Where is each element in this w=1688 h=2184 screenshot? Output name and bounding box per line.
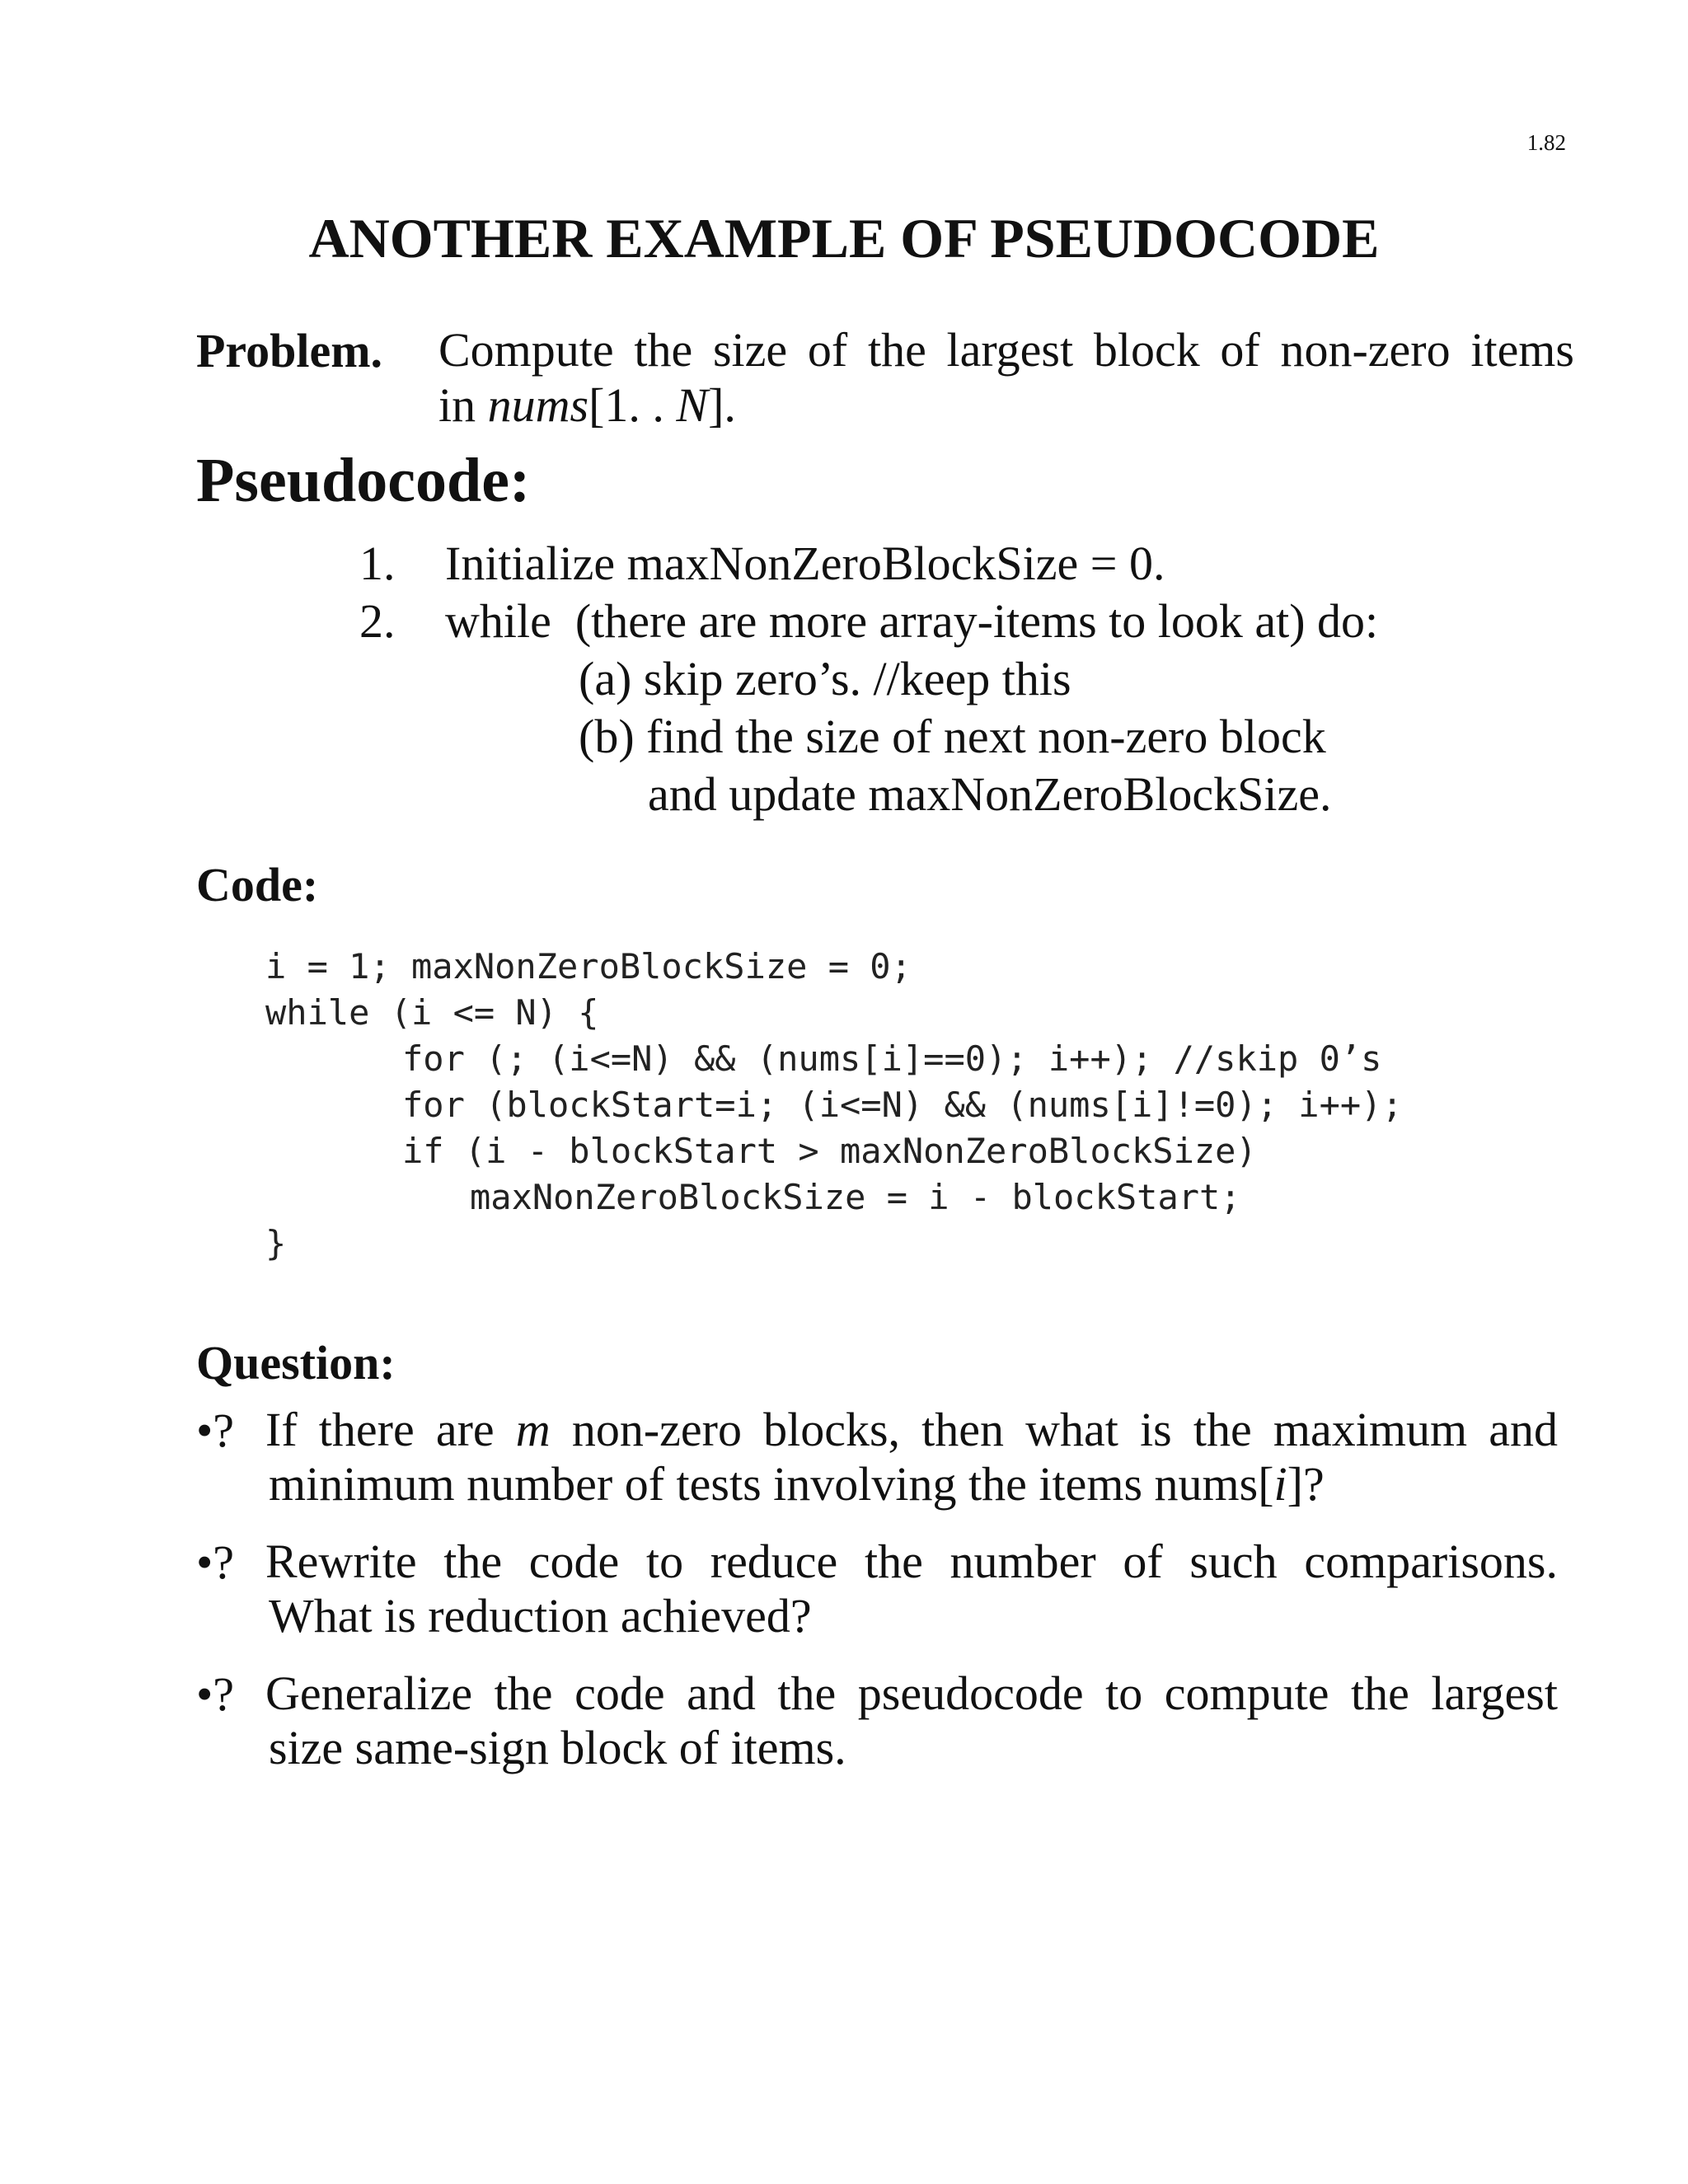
pseudocode-heading: Pseudocode: <box>196 446 531 515</box>
question-heading: Question: <box>196 1336 396 1390</box>
question-1-text <box>265 1403 1558 1511</box>
code-line-1: i = 1; maxNonZeroBlockSize = 0; <box>265 946 912 987</box>
question-3-bullet: •? <box>196 1667 235 1721</box>
pseudocode-step1-number: 1. <box>359 537 396 590</box>
pseudocode-step2b-continued: and update maxNonZeroBlockSize. <box>648 767 1332 821</box>
question-3-line1: Generalize the code and the pseudocode to compute the largest <box>265 1666 1558 1720</box>
code-line-5: if (i - blockStart > maxNonZeroBlockSize) <box>402 1131 1257 1171</box>
problem-array-name: nums <box>487 378 589 432</box>
pseudocode-step2a: (a) skip zero’s. //keep this <box>579 652 1071 705</box>
problem-label: Problem. <box>196 324 383 377</box>
problem-range-mid: [1. . <box>588 378 677 432</box>
code-line-2: while (i <= N) { <box>265 992 599 1033</box>
question-1-line1: If there are m non-zero blocks, then what is the maximum and <box>265 1403 1558 1456</box>
question-2-bullet: •? <box>196 1535 235 1589</box>
problem-range-end: N <box>676 378 709 432</box>
problem-text-line1: Compute the size of the largest block of non-zero items <box>438 323 1574 377</box>
pseudocode-step2-number: 2. <box>359 594 396 648</box>
code-line-4: for (blockStart=i; (i<=N) && (nums[i]!=0); i++); <box>402 1085 1403 1125</box>
code-line-3: for (; (i<=N) && (nums[i]==0); i++); //skip 0’s <box>402 1038 1382 1079</box>
code-heading: Code: <box>196 858 319 912</box>
question-1-bullet: •? <box>196 1404 235 1457</box>
code-line-7: } <box>265 1223 287 1263</box>
problem-text-line2 <box>438 377 736 433</box>
page-number: 1.82 <box>1526 130 1566 155</box>
question-2-text <box>265 1535 1558 1643</box>
problem-text-suffix: ]. <box>708 378 736 432</box>
question-2-line2: What is reduction achieved? <box>269 1589 812 1643</box>
question-3-text <box>265 1666 1558 1775</box>
problem-text-prefix: in <box>438 378 488 432</box>
page-title: ANOTHER EXAMPLE OF PSEUDOCODE <box>308 207 1380 269</box>
code-line-6: maxNonZeroBlockSize = i - blockStart; <box>470 1177 1241 1217</box>
pseudocode-step2b: (b) find the size of next non-zero block <box>579 710 1326 763</box>
pseudocode-step1-text: Initialize maxNonZeroBlockSize = 0. <box>445 537 1165 590</box>
question-3-line2: size same-sign block of items. <box>269 1721 846 1774</box>
pseudocode-step2-text: while (there are more array-items to look at) do: <box>445 594 1379 648</box>
question-1-line2: minimum number of tests involving the items nums[i]? <box>269 1457 1325 1511</box>
question-2-line1: Rewrite the code to reduce the number of such comparisons. <box>265 1535 1558 1588</box>
